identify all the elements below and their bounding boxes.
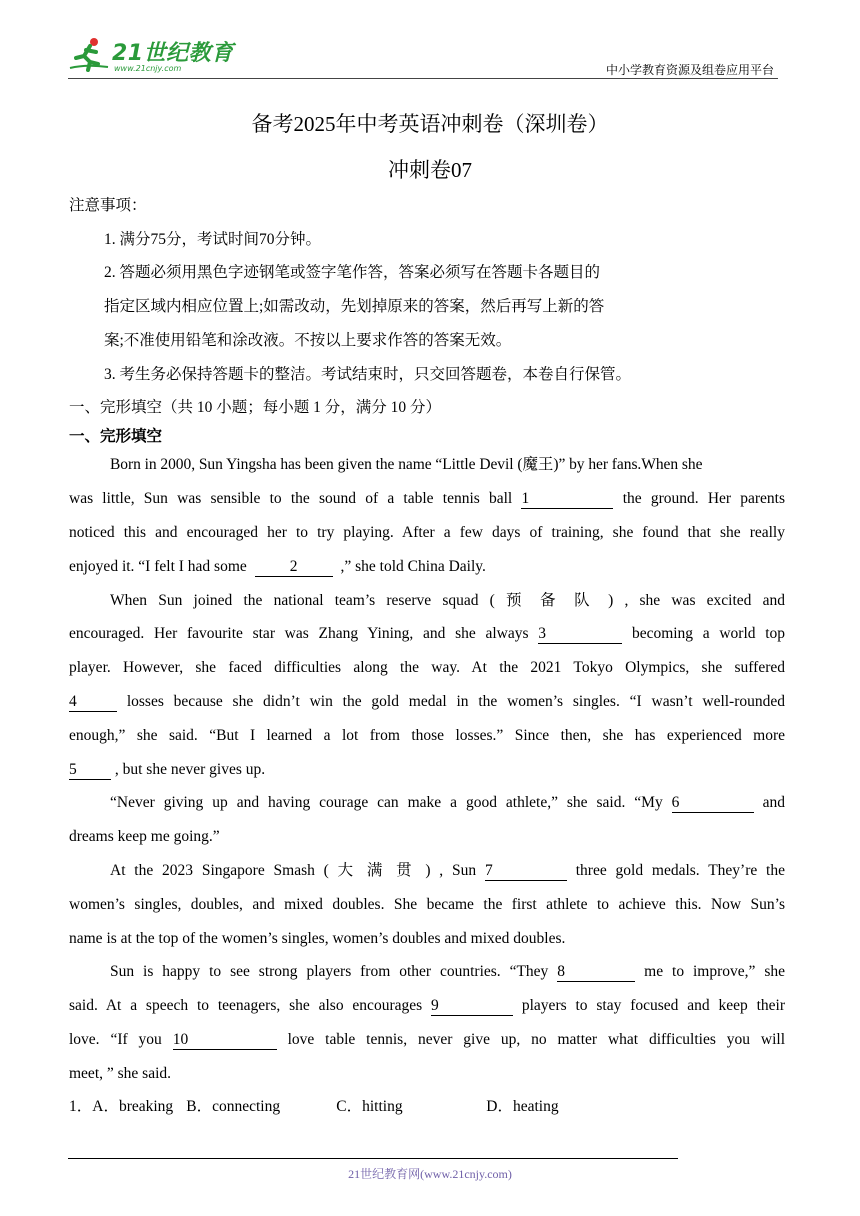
- passage-text: At the 2023 Singapore Smash ( 大 满 贯 ) , Sun: [110, 862, 477, 879]
- blank-8[interactable]: 8: [557, 963, 635, 982]
- page-header: [68, 34, 778, 79]
- notes-heading: 注意事项：: [69, 197, 147, 214]
- passage-line: [110, 793, 785, 813]
- passage-text: Sun is happy to see strong players from other countries. “They: [110, 963, 549, 980]
- passage-text: enjoyed it. “I felt I had some: [69, 558, 247, 575]
- passage-text: and: [762, 794, 785, 811]
- passage-text: love. “If you: [69, 1031, 162, 1048]
- passage-text: three gold medals. They’re the: [575, 862, 785, 879]
- footer-text: 21世纪教育网(www.21cnjy.com): [348, 1167, 512, 1181]
- passage-text: love table tennis, never give up, no matter what difficulties you will: [287, 1031, 786, 1048]
- passage-line: name is at the top of the women’s singles, women’s doubles and mixed doubles.: [69, 930, 566, 947]
- passage-text: ,” she told China Daily.: [340, 558, 486, 575]
- section-header: 一、完形填空（共 10 小题；每小题 1 分，满分 10 分）: [69, 399, 442, 416]
- footer-divider: [68, 1158, 678, 1159]
- passage-text: players to stay focused and keep their: [521, 997, 786, 1014]
- section-subheader: 一、完形填空: [69, 428, 163, 445]
- passage-line: [110, 962, 785, 982]
- passage-line: [110, 861, 785, 881]
- passage-line: Born in 2000, Sun Yingsha has been given the name “Little Devil (魔王)” by her fans.When she: [110, 456, 703, 473]
- passage-line: [69, 557, 785, 577]
- blank-6[interactable]: 6: [672, 794, 754, 813]
- exam-subtitle: 冲刺卷07: [388, 158, 472, 182]
- passage-text: losses because she didn’t win the gold medal in the women’s singles. “I wasn’t well-rounded: [126, 693, 786, 710]
- passage-line: women’s singles, doubles, and mixed doubles. She became the first athlete to achieve this. Now Sun’s: [69, 896, 785, 913]
- question-1: [69, 1097, 785, 1117]
- runner-icon: [68, 34, 112, 74]
- option-a[interactable]: A．breaking: [92, 1098, 174, 1115]
- blank-10[interactable]: 10: [173, 1031, 277, 1050]
- note-1: 1. 满分75分，考试时间70分钟。: [104, 231, 322, 248]
- logo-url: www.21cnjy.com: [114, 64, 182, 73]
- passage-line: [69, 692, 785, 712]
- logo-text: 21世纪教育: [112, 41, 234, 66]
- passage-text: , but she never gives up.: [114, 761, 266, 778]
- option-b[interactable]: B．connecting: [186, 1098, 281, 1115]
- note-2c: 案;不准使用铅笔和涂改液。不按以上要求作答的答案无效。: [104, 332, 512, 349]
- passage-line: [69, 624, 785, 644]
- site-logo: [68, 34, 238, 76]
- question-number: 1．: [69, 1098, 93, 1115]
- platform-name: 中小学教育资源及组卷应用平台: [605, 63, 774, 77]
- passage-line: [69, 489, 785, 509]
- blank-3[interactable]: 3: [538, 625, 622, 644]
- passage-line: [69, 996, 785, 1016]
- blank-7[interactable]: 7: [485, 862, 567, 881]
- note-2b: 指定区域内相应位置上;如需改动，先划掉原来的答案，然后再写上新的答: [104, 298, 605, 315]
- blank-4[interactable]: 4: [69, 693, 117, 712]
- note-2a: 2. 答题必须用黑色字迹钢笔或签字笔作答，答案必须写在答题卡各题目的: [104, 264, 601, 281]
- exam-title: 备考2025年中考英语冲刺卷（深圳卷）: [251, 112, 609, 136]
- passage-line: meet, ” she said.: [69, 1065, 172, 1082]
- note-3: 3. 考生务必保持答题卡的整洁。考试结束时，只交回答题卷，本卷自行保管。: [104, 366, 632, 383]
- passage-line: When Sun joined the national team’s reserve squad ( 预 备 队 ) , she was excited and: [110, 592, 785, 609]
- blank-5[interactable]: 5: [69, 761, 111, 780]
- passage-text: the ground. Her parents: [622, 490, 786, 507]
- option-d[interactable]: D．heating: [486, 1098, 559, 1115]
- passage-text: “Never giving up and having courage can make a good athlete,” she said. “My: [110, 794, 663, 811]
- passage-line: [69, 1030, 785, 1050]
- passage-text: was little, Sun was sensible to the sound of a table tennis ball: [69, 490, 513, 507]
- blank-9[interactable]: 9: [431, 997, 513, 1016]
- passage-line: noticed this and encouraged her to try playing. After a few days of training, she found that she really: [69, 524, 785, 541]
- passage-line: player. However, she faced difficulties along the way. At the 2021 Tokyo Olympics, she suffered: [69, 659, 785, 676]
- passage-text: said. At a speech to teenagers, she also encourages: [69, 997, 423, 1014]
- blank-2[interactable]: 2: [255, 558, 333, 577]
- passage-text: me to improve,” she: [644, 963, 785, 980]
- passage-line: dreams keep me going.”: [69, 828, 220, 845]
- passage-text: encouraged. Her favourite star was Zhang Yining, and she always: [69, 625, 529, 642]
- option-c[interactable]: C．hitting: [336, 1098, 403, 1115]
- passage-line: [69, 760, 785, 780]
- blank-1[interactable]: 1: [521, 490, 613, 509]
- passage-text: becoming a world top: [631, 625, 786, 642]
- passage-line: enough,” she said. “But I learned a lot from those losses.” Since then, she has experienced more: [69, 727, 785, 744]
